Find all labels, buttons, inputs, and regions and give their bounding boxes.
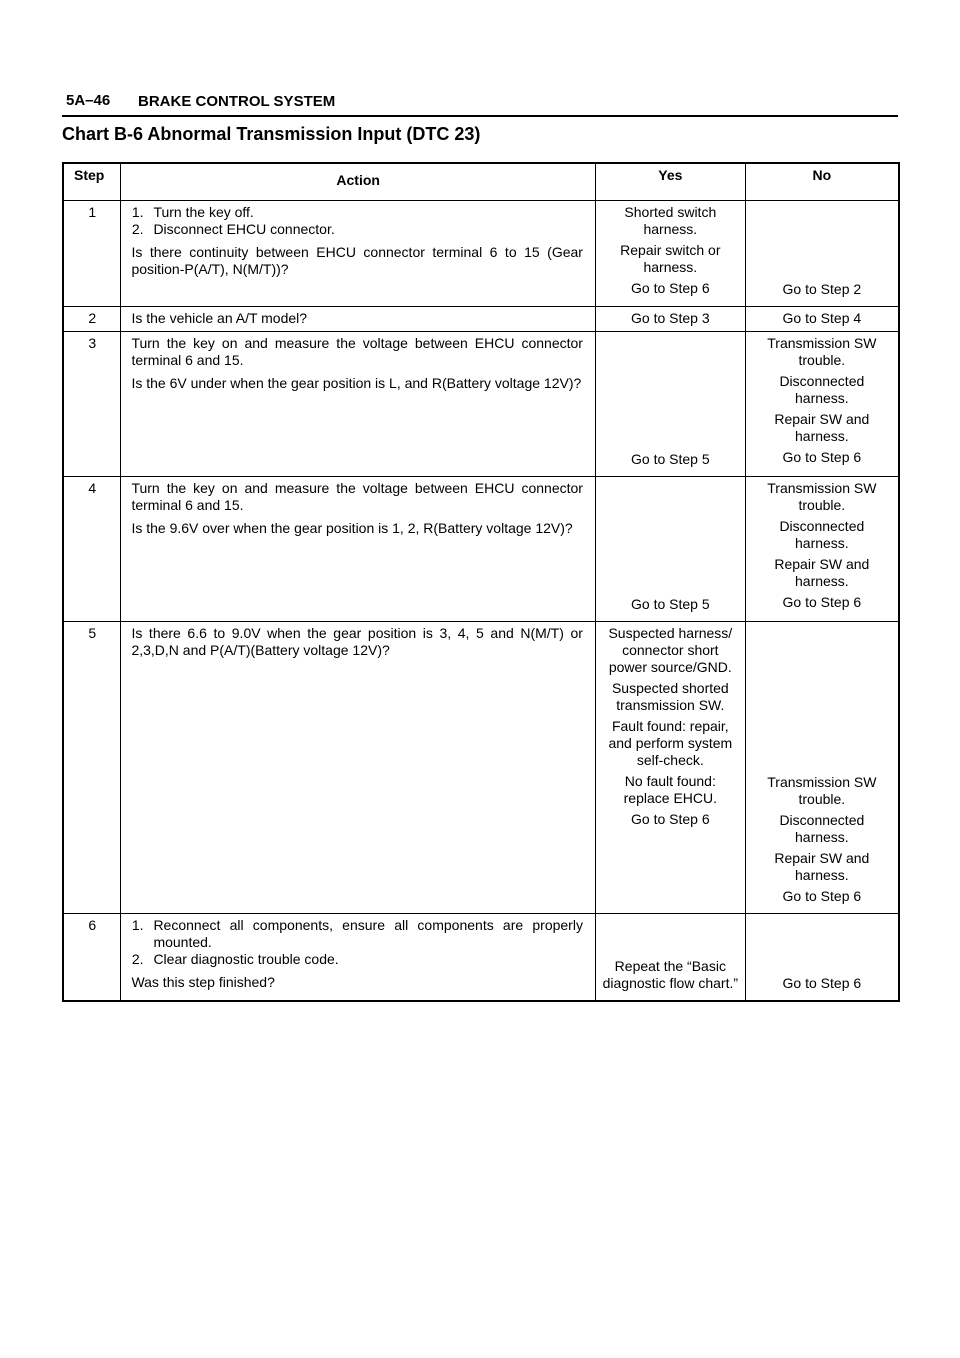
action-list-item: 2. Clear diagnostic trouble code.: [147, 951, 583, 968]
action-cell: [121, 307, 596, 332]
yes-text: Go to Step 3: [631, 310, 710, 326]
no-text: Go to Step 4: [782, 310, 862, 326]
step-number: 6: [63, 914, 121, 1002]
column-header-yes: Yes: [595, 163, 745, 201]
action-cell: [121, 622, 596, 914]
no-text: Go to Step 6: [782, 975, 862, 991]
no-text: Repair SW and harness.: [774, 411, 870, 444]
table-row: [63, 477, 899, 622]
yes-text: Go to Step 6: [631, 811, 710, 827]
chart-title: Chart B-6 Abnormal Transmission Input (DTC 23): [62, 124, 481, 144]
yes-text: Go to Step 5: [631, 451, 710, 467]
action-text: Is there 6.6 to 9.0V when the gear position is 3, 4, 5 and N(M/T) or 2,3,D,N and P(A/T)(Battery voltage 12V)?: [131, 625, 583, 658]
action-cell: [121, 201, 596, 307]
column-header-step: Step: [63, 163, 121, 201]
page-number: 5A–46: [66, 92, 111, 109]
no-text: Transmission SW trouble.: [767, 774, 877, 807]
yes-text: Repair switch or harness.: [620, 242, 721, 275]
table-row: [63, 622, 899, 914]
no-text: Disconnected harness.: [779, 373, 865, 406]
action-list-item: 1. Turn the key off.: [147, 204, 583, 221]
table-row: [63, 332, 899, 477]
no-text: Repair SW and harness.: [774, 850, 870, 883]
yes-text: Repeat the “Basic diagnostic flow chart.”: [602, 958, 739, 991]
action-list-item: 1. Reconnect all components, ensure all components are properly mounted.: [147, 917, 583, 951]
step-number: 1: [63, 201, 121, 307]
yes-text: Go to Step 5: [631, 596, 710, 612]
no-cell: [745, 622, 899, 914]
yes-cell: [595, 201, 745, 307]
no-cell: [745, 914, 899, 1002]
action-list-item: 2. Disconnect EHCU connector.: [147, 221, 583, 238]
yes-cell: [595, 477, 745, 622]
action-text: Is the vehicle an A/T model?: [131, 310, 308, 326]
action-text: Turn the key on and measure the voltage between EHCU connector terminal 6 and 15.: [131, 335, 583, 368]
yes-text: Shorted switch harness.: [624, 204, 717, 237]
column-header-action: Action: [121, 163, 596, 201]
action-cell: [121, 914, 596, 1002]
yes-cell: [595, 622, 745, 914]
step-number: 4: [63, 477, 121, 622]
no-text: Go to Step 2: [782, 281, 862, 297]
no-text: Transmission SW trouble.: [767, 335, 877, 368]
header-rule: [62, 115, 898, 117]
page-header: [62, 88, 898, 118]
yes-cell: [595, 307, 745, 332]
no-cell: [745, 201, 899, 307]
yes-text: Go to Step 6: [631, 280, 710, 296]
action-text: Is the 9.6V over when the gear position is 1, 2, R(Battery voltage 12V)?: [131, 520, 573, 536]
yes-cell: [595, 914, 745, 1002]
no-text: Disconnected harness.: [779, 812, 865, 845]
section-title: BRAKE CONTROL SYSTEM: [138, 93, 336, 110]
no-cell: [745, 477, 899, 622]
action-text: Turn the key on and measure the voltage between EHCU connector terminal 6 and 15.: [131, 480, 583, 513]
step-number: 5: [63, 622, 121, 914]
no-cell: [745, 332, 899, 477]
no-cell: [745, 307, 899, 332]
diagnostic-table: [62, 162, 900, 1002]
action-cell: [121, 477, 596, 622]
no-text: Go to Step 6: [782, 594, 862, 610]
table-row: [63, 201, 899, 307]
column-header-no: No: [745, 163, 899, 201]
step-number: 2: [63, 307, 121, 332]
action-text: Is there continuity between EHCU connector terminal 6 to 15 (Gear position-P(A/T), N(M/T))?: [131, 244, 583, 277]
action-text: Is the 6V under when the gear position is L, and R(Battery voltage 12V)?: [131, 375, 582, 391]
action-cell: [121, 332, 596, 477]
action-text: Was this step finished?: [131, 974, 275, 990]
yes-text: Suspected harness/ connector short power source/GND.: [608, 625, 733, 675]
no-text: Disconnected harness.: [779, 518, 865, 551]
table-row: [63, 914, 899, 1002]
table-header-row: [63, 163, 899, 201]
no-text: Transmission SW trouble.: [767, 480, 877, 513]
no-text: Go to Step 6: [782, 449, 862, 465]
table-row: [63, 307, 899, 332]
no-text: Go to Step 6: [782, 888, 862, 904]
no-text: Repair SW and harness.: [774, 556, 870, 589]
yes-cell: [595, 332, 745, 477]
yes-text: Suspected shorted transmission SW.: [611, 680, 729, 713]
step-number: 3: [63, 332, 121, 477]
yes-text: No fault found: replace EHCU.: [623, 773, 718, 806]
yes-text: Fault found: repair, and perform system self-check.: [608, 718, 733, 768]
